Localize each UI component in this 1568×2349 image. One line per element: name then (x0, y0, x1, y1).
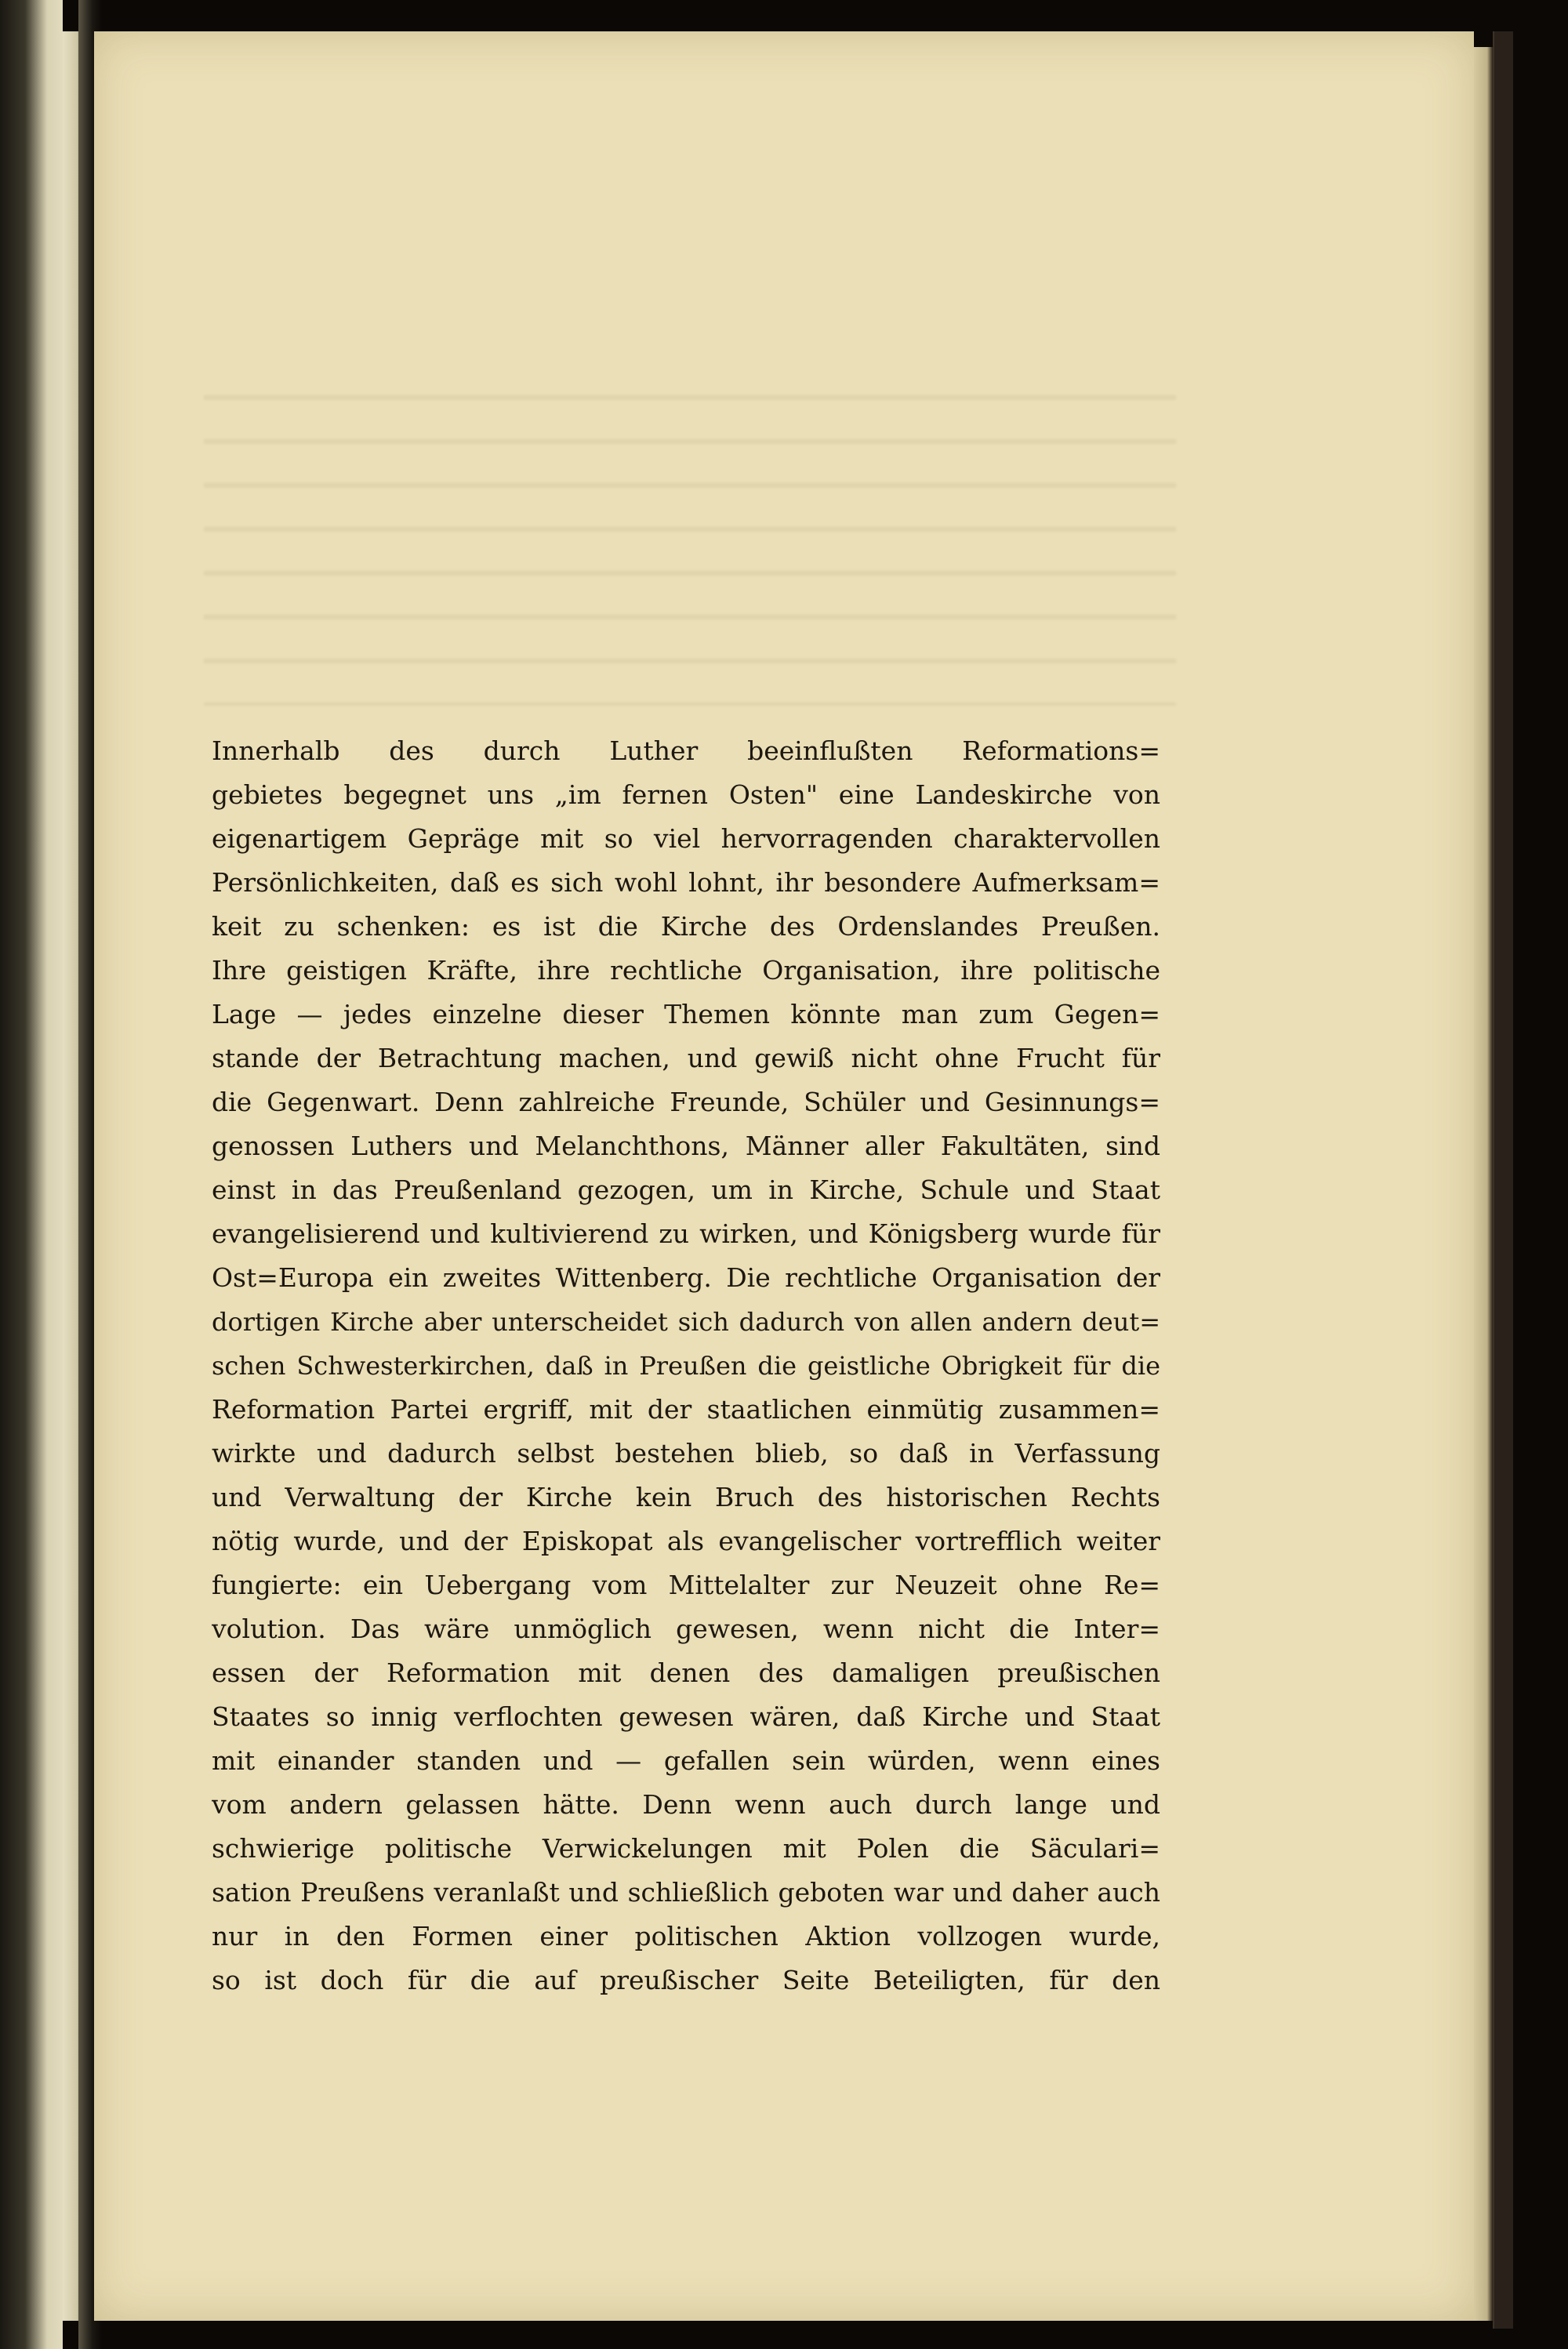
text-line: evangelisierend und kultivierend zu wirken, und Königsberg wurde für (212, 1218, 1160, 1249)
text-line: nötig wurde, und der Episkopat als evangelischer vortrefflich weiter (212, 1526, 1160, 1556)
text-line: Persönlichkeiten, daß es sich wohl lohnt, ihr besondere Aufmerksam= (212, 867, 1160, 898)
text-line: vom andern gelassen hätte. Denn wenn auch durch lange und (212, 1789, 1160, 1820)
text-line: volution. Das wäre unmöglich gewesen, wenn nicht die Inter= (212, 1614, 1160, 1644)
show-through-shadow (204, 369, 1176, 706)
text-line: mit einander standen und — gefallen sein würden, wenn eines (212, 1745, 1160, 1776)
text-line: nur in den Formen einer politischen Aktion vollzogen wurde, (212, 1921, 1160, 1951)
text-line: einst in das Preußenland gezogen, um in Kirche, Schule und Staat (212, 1174, 1160, 1205)
text-line: fungierte: ein Uebergang vom Mittelalter zur Neuzeit ohne Re= (212, 1570, 1160, 1600)
text-line: wirkte und dadurch selbst bestehen blieb, so daß in Verfassung (212, 1438, 1160, 1469)
text-line: schwierige politische Verwickelungen mit Polen die Säculari= (212, 1833, 1160, 1864)
text-line: keit zu schenken: es ist die Kirche des Ordenslandes Preußen. (212, 911, 1160, 942)
body-paragraph (212, 729, 1160, 2002)
left-page-edge (0, 0, 63, 2349)
text-line: schen Schwesterkirchen, daß in Preußen die geistliche Obrigkeit für die (212, 1351, 1160, 1381)
text-line: Innerhalb des durch Luther beeinflußten Reformations= (212, 735, 1160, 766)
text-line: essen der Reformation mit denen des damaligen preußischen (212, 1657, 1160, 1688)
text-line: und Verwaltung der Kirche kein Bruch des historischen Rechts (212, 1482, 1160, 1512)
text-line: Reformation Partei ergriff, mit der staatlichen einmütig zusammen= (212, 1394, 1160, 1425)
page-fore-edge (1474, 47, 1493, 2321)
book-cover-edge (1493, 31, 1513, 2329)
text-line: gebietes begegnet uns „im fernen Osten" eine Landeskirche von (212, 779, 1160, 810)
text-line: Staates so innig verflochten gewesen wären, daß Kirche und Staat (212, 1701, 1160, 1732)
text-line: so ist doch für die auf preußischer Seite Beteiligten, für den (212, 1965, 1160, 1995)
text-line: Lage — jedes einzelne dieser Themen könnte man zum Gegen= (212, 999, 1160, 1029)
text-line: stande der Betrachtung machen, und gewiß nicht ohne Frucht für (212, 1043, 1160, 1073)
text-line: Ihre geistigen Kräfte, ihre rechtliche Organisation, ihre politische (212, 955, 1160, 986)
text-line: eigenartigem Gepräge mit so viel hervorragenden charaktervollen (212, 823, 1160, 854)
text-line: genossen Luthers und Melanchthons, Männer aller Fakultäten, sind (212, 1131, 1160, 1161)
text-line: die Gegenwart. Denn zahlreiche Freunde, Schüler und Gesinnungs= (212, 1087, 1160, 1117)
text-line: Ost=Europa ein zweites Wittenberg. Die rechtliche Organisation der (212, 1262, 1160, 1293)
text-line: dortigen Kirche aber unterscheidet sich dadurch von allen andern deut= (212, 1307, 1160, 1337)
text-line: sation Preußens veranlaßt und schließlich geboten war und daher auch (212, 1877, 1160, 1908)
